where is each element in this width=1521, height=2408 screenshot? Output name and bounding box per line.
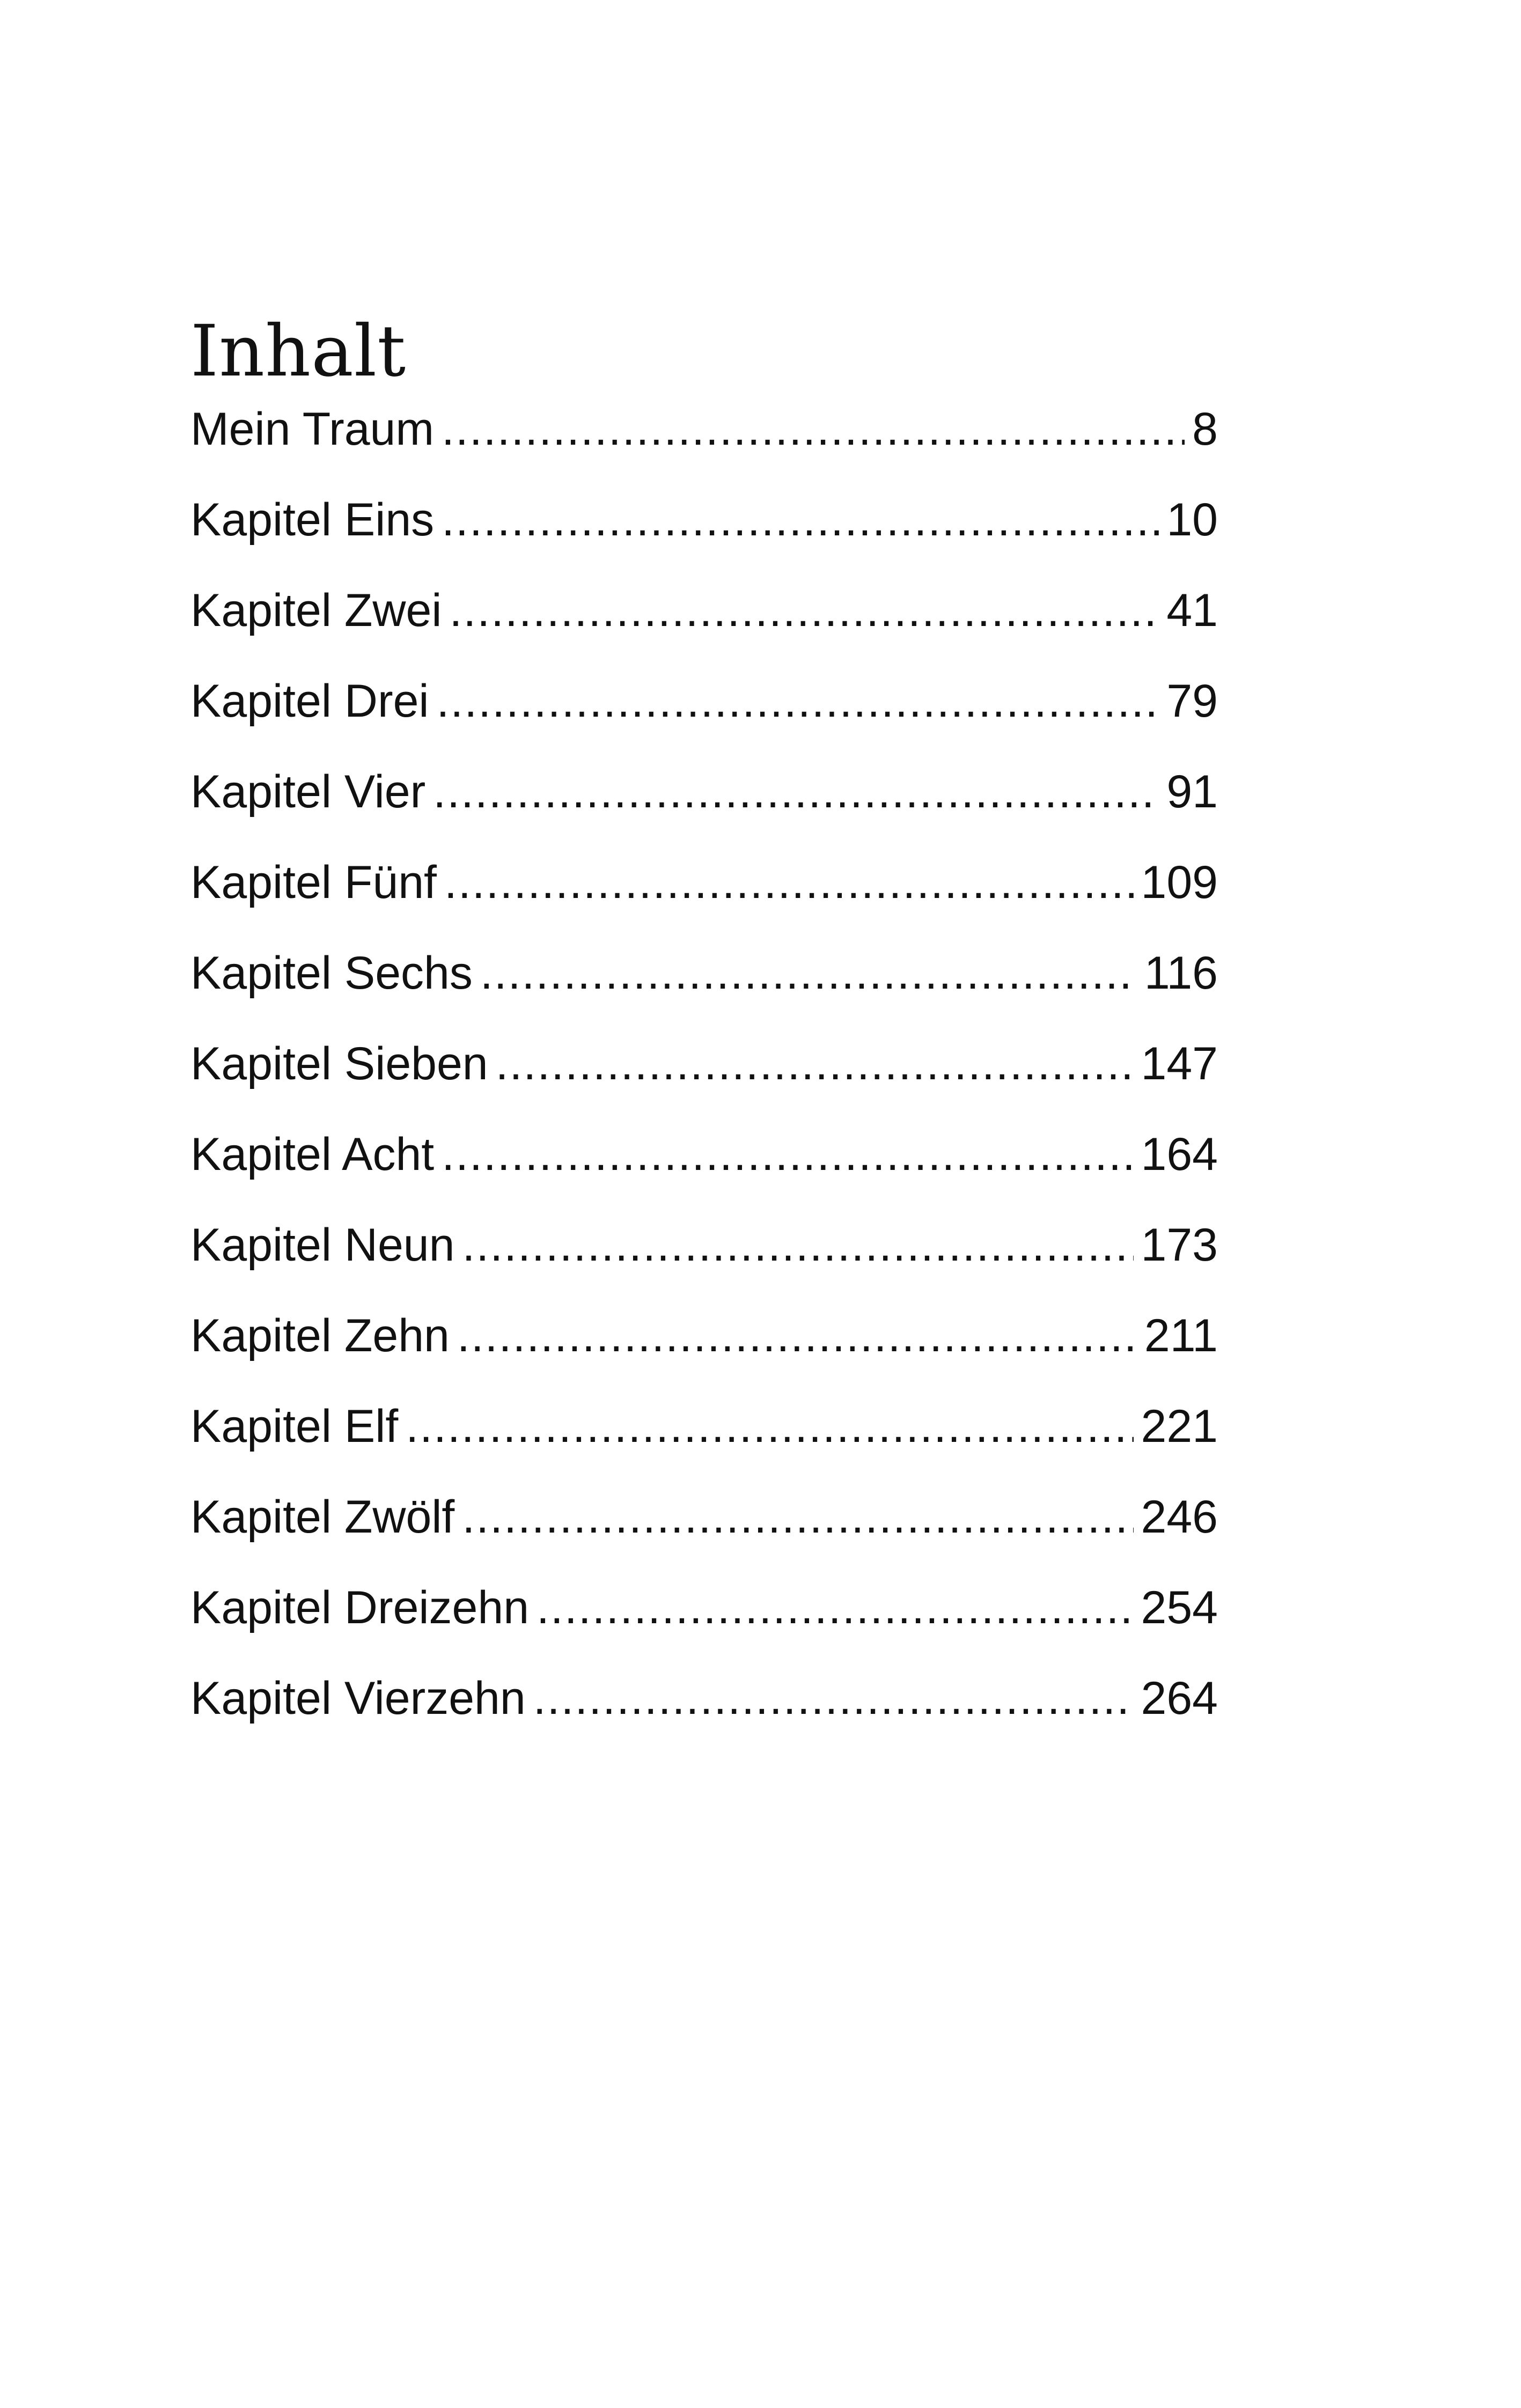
toc-entry[interactable]	[190, 1397, 1218, 1487]
toc-entry-page: 109	[1141, 857, 1218, 908]
toc-entry[interactable]	[190, 1669, 1218, 1759]
toc-entry-page: 164	[1141, 1129, 1218, 1180]
toc-entry-label: Kapitel Zwölf	[190, 1491, 455, 1543]
toc-dot-leader	[437, 672, 1159, 731]
toc-dot-leader	[442, 1125, 1133, 1184]
toc-entry-page: 8	[1192, 403, 1218, 455]
toc-entry-page: 254	[1141, 1582, 1218, 1633]
toc-dot-leader	[480, 944, 1137, 1003]
toc-entry-page: 10	[1166, 494, 1218, 546]
toc-entry-page: 116	[1144, 947, 1218, 999]
toc-entry-label: Kapitel Vier	[190, 766, 426, 818]
toc-entry-label: Kapitel Neun	[190, 1219, 455, 1271]
toc-entry[interactable]	[190, 672, 1218, 762]
toc-entry[interactable]	[190, 490, 1218, 581]
toc-entry-label: Kapitel Eins	[190, 494, 435, 546]
toc-dot-leader	[442, 400, 1185, 459]
toc-entry-page: 246	[1141, 1491, 1218, 1543]
toc-entry[interactable]	[190, 1578, 1218, 1669]
toc-dot-leader	[442, 490, 1159, 549]
toc-dot-leader	[444, 853, 1134, 912]
toc-entry-label: Kapitel Fünf	[190, 857, 437, 908]
toc-entry-page: 147	[1141, 1038, 1218, 1089]
toc-entry-label: Kapitel Sechs	[190, 947, 473, 999]
toc-entry-page: 211	[1144, 1310, 1218, 1361]
toc-entry[interactable]	[190, 400, 1218, 490]
toc-entry-label: Kapitel Zwei	[190, 585, 442, 636]
toc-dot-leader	[406, 1397, 1133, 1456]
toc-entry-label: Kapitel Sieben	[190, 1038, 488, 1089]
toc-entry[interactable]	[190, 853, 1218, 944]
toc-entry-label: Mein Traum	[190, 403, 435, 455]
toc-entry[interactable]	[190, 1487, 1218, 1578]
toc-entry-page: 41	[1166, 585, 1218, 636]
toc-entry-page: 91	[1166, 766, 1218, 818]
toc-entry-label: Kapitel Acht	[190, 1129, 435, 1180]
toc-entry-page: 79	[1166, 675, 1218, 727]
toc-dot-leader	[433, 762, 1159, 821]
toc-dot-leader	[462, 1216, 1133, 1275]
toc-entry[interactable]	[190, 1306, 1218, 1397]
toc-entry-label: Kapitel Vierzehn	[190, 1673, 526, 1724]
toc-dot-leader	[496, 1034, 1134, 1093]
toc-dot-leader	[457, 1306, 1137, 1365]
toc-entry-label: Kapitel Elf	[190, 1401, 399, 1452]
toc-entry-page: 173	[1141, 1219, 1218, 1271]
toc-entry[interactable]	[190, 944, 1218, 1034]
toc-entry[interactable]	[190, 762, 1218, 853]
toc-dot-leader	[462, 1487, 1133, 1547]
table-of-contents	[190, 400, 1218, 1759]
toc-entry[interactable]	[190, 1125, 1218, 1216]
toc-entry-page: 264	[1141, 1673, 1218, 1724]
toc-entry-label: Kapitel Zehn	[190, 1310, 450, 1361]
toc-dot-leader	[537, 1578, 1133, 1637]
toc-dot-leader	[533, 1669, 1134, 1728]
page-title: Inhalt	[190, 310, 407, 393]
toc-dot-leader	[449, 581, 1159, 640]
toc-entry[interactable]	[190, 1034, 1218, 1125]
toc-entry[interactable]	[190, 581, 1218, 672]
toc-entry-page: 221	[1141, 1401, 1218, 1452]
toc-entry-label: Kapitel Drei	[190, 675, 429, 727]
toc-entry-label: Kapitel Dreizehn	[190, 1582, 530, 1633]
toc-entry[interactable]	[190, 1216, 1218, 1306]
